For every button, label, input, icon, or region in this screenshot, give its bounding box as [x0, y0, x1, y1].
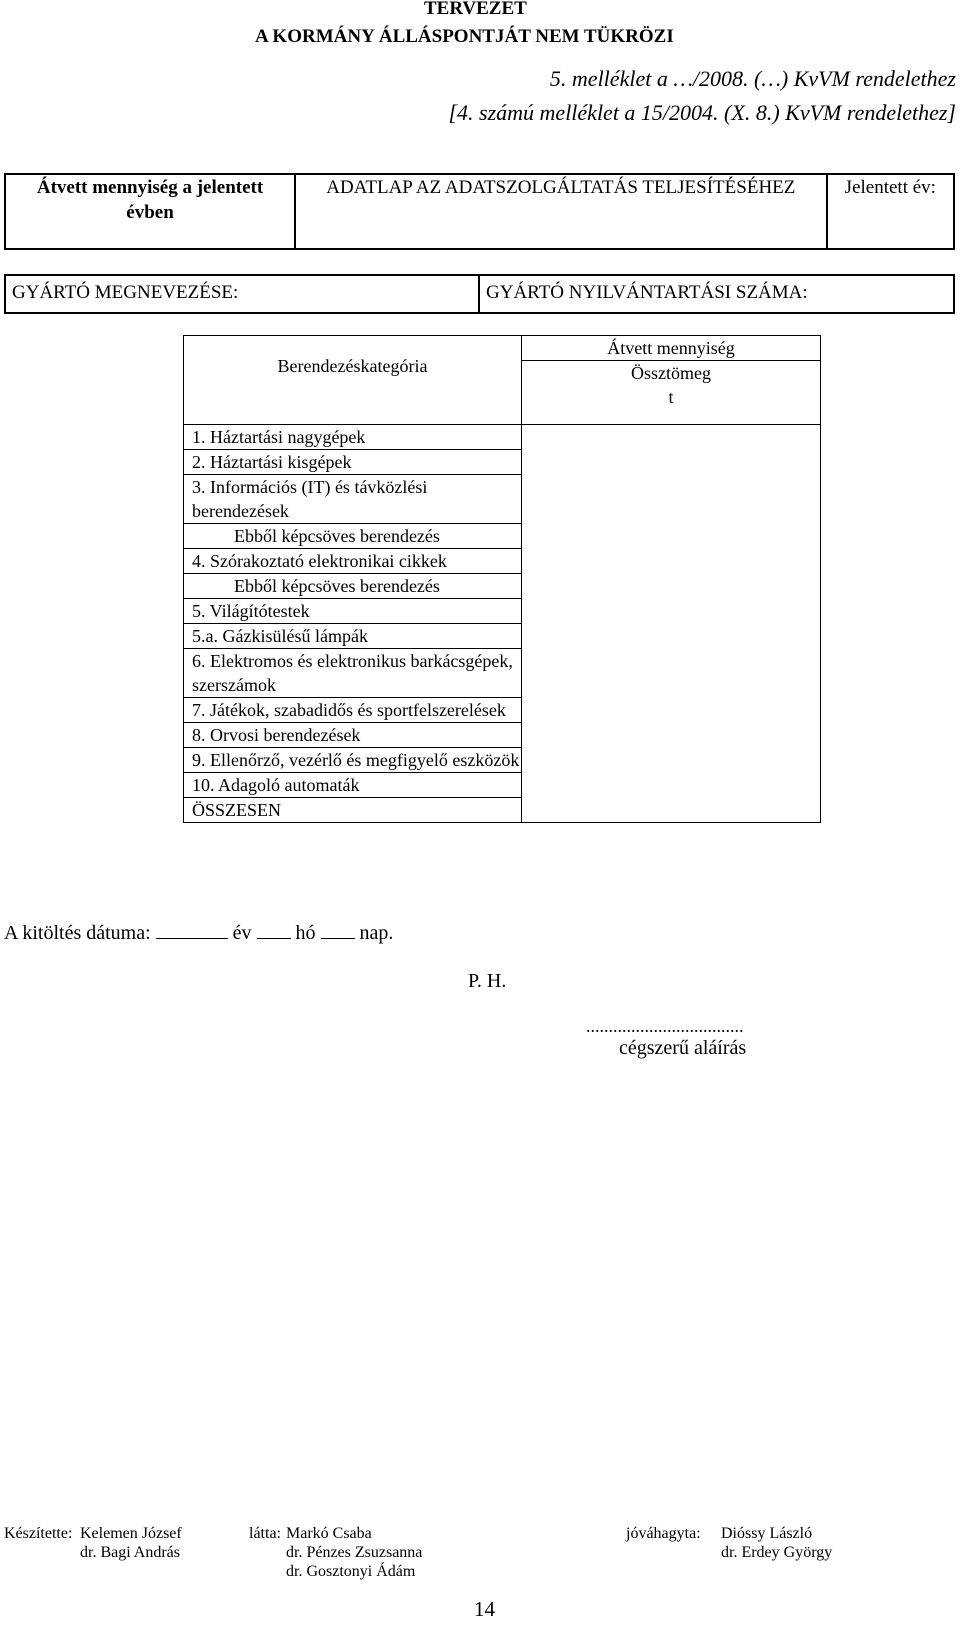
category-row: 1. Háztartási nagygépek	[184, 425, 522, 450]
approved-by-label: jóváhagyta:	[626, 1525, 701, 1542]
annex-reference-1: 5. melléklet a …/2008. (…) KvVM rendelethez	[549, 66, 956, 91]
seen-by-name: dr. Gosztonyi Ádám	[286, 1563, 416, 1580]
signature-label: cégszerű aláírás	[619, 1037, 747, 1059]
category-subrow: Ebből képcsöves berendezés	[184, 574, 522, 599]
prepared-by-label: Készítette:	[4, 1525, 73, 1542]
category-row: 10. Adagoló automaták	[184, 773, 522, 798]
form-title: ADATLAP AZ ADATSZOLGÁLTATÁS TELJESÍTÉSÉHEZ	[295, 174, 827, 249]
prepared-by-name: dr. Bagi András	[80, 1544, 180, 1561]
quantity-input-column[interactable]	[522, 425, 821, 823]
category-total-row: ÖSSZESEN	[184, 798, 522, 823]
category-row: 2. Háztartási kisgépek	[184, 450, 522, 475]
category-row: 8. Orvosi berendezések	[184, 723, 522, 748]
page-number: 14	[474, 1597, 495, 1621]
seen-by-name: dr. Pénzes Zsuzsanna	[286, 1544, 423, 1561]
approved-by-name: dr. Erdey György	[721, 1544, 833, 1561]
category-column-header: Berendezéskategória	[184, 336, 522, 425]
category-row: 9. Ellenőrző, vezérlő és megfigyelő eszközök	[184, 748, 522, 773]
category-row: 4. Szórakoztató elektronikai cikkek	[184, 549, 522, 574]
draft-subtitle: A KORMÁNY ÁLLÁSPONTJÁT NEM TÜKRÖZI	[255, 26, 674, 47]
reported-year-field[interactable]: Jelentett év:	[827, 174, 954, 249]
producer-registration-field[interactable]: GYÁRTÓ NYILVÁNTARTÁSI SZÁMA:	[479, 275, 954, 313]
received-quantity-header: Átvett mennyiség a jelentett évben	[5, 174, 295, 249]
quantity-column-header: Átvett mennyiség Össztömeg t	[522, 336, 821, 425]
category-table	[183, 335, 821, 823]
approved-by-name: Dióssy László	[721, 1525, 813, 1542]
stamp-placeholder: P. H.	[468, 970, 507, 992]
category-row: 5. Világítótestek	[184, 599, 522, 624]
category-subrow: Ebből képcsöves berendezés	[184, 524, 522, 549]
draft-title: TERVEZET	[424, 0, 527, 19]
annex-reference-2: [4. számú melléklet a 15/2004. (X. 8.) KvVM rendelethez]	[448, 100, 956, 125]
producer-name-field[interactable]: GYÁRTÓ MEGNEVEZÉSE:	[5, 275, 479, 313]
category-row: 7. Játékok, szabadidős és sportfelszerelések	[184, 698, 522, 723]
signature-line[interactable]: ...................................	[586, 1016, 744, 1036]
prepared-by-name: Kelemen József	[80, 1525, 182, 1542]
day-blank[interactable]	[321, 920, 355, 939]
fill-date-label: A kitöltés dátuma:	[4, 922, 151, 944]
category-row: 3. Információs (IT) és távközlési berendezések	[184, 475, 522, 524]
category-row: 6. Elektromos és elektronikus barkácsgépek, szerszámok	[184, 649, 522, 698]
year-blank[interactable]	[156, 920, 228, 939]
producer-table	[4, 274, 955, 314]
form-header-table	[4, 173, 955, 250]
seen-by-name: Markó Csaba	[286, 1525, 372, 1542]
month-blank[interactable]	[257, 920, 291, 939]
category-row: 5.a. Gázkisülésű lámpák	[184, 624, 522, 649]
fill-date-line: A kitöltés dátuma: év hó nap.	[4, 922, 394, 944]
seen-by-label: látta:	[249, 1525, 281, 1542]
